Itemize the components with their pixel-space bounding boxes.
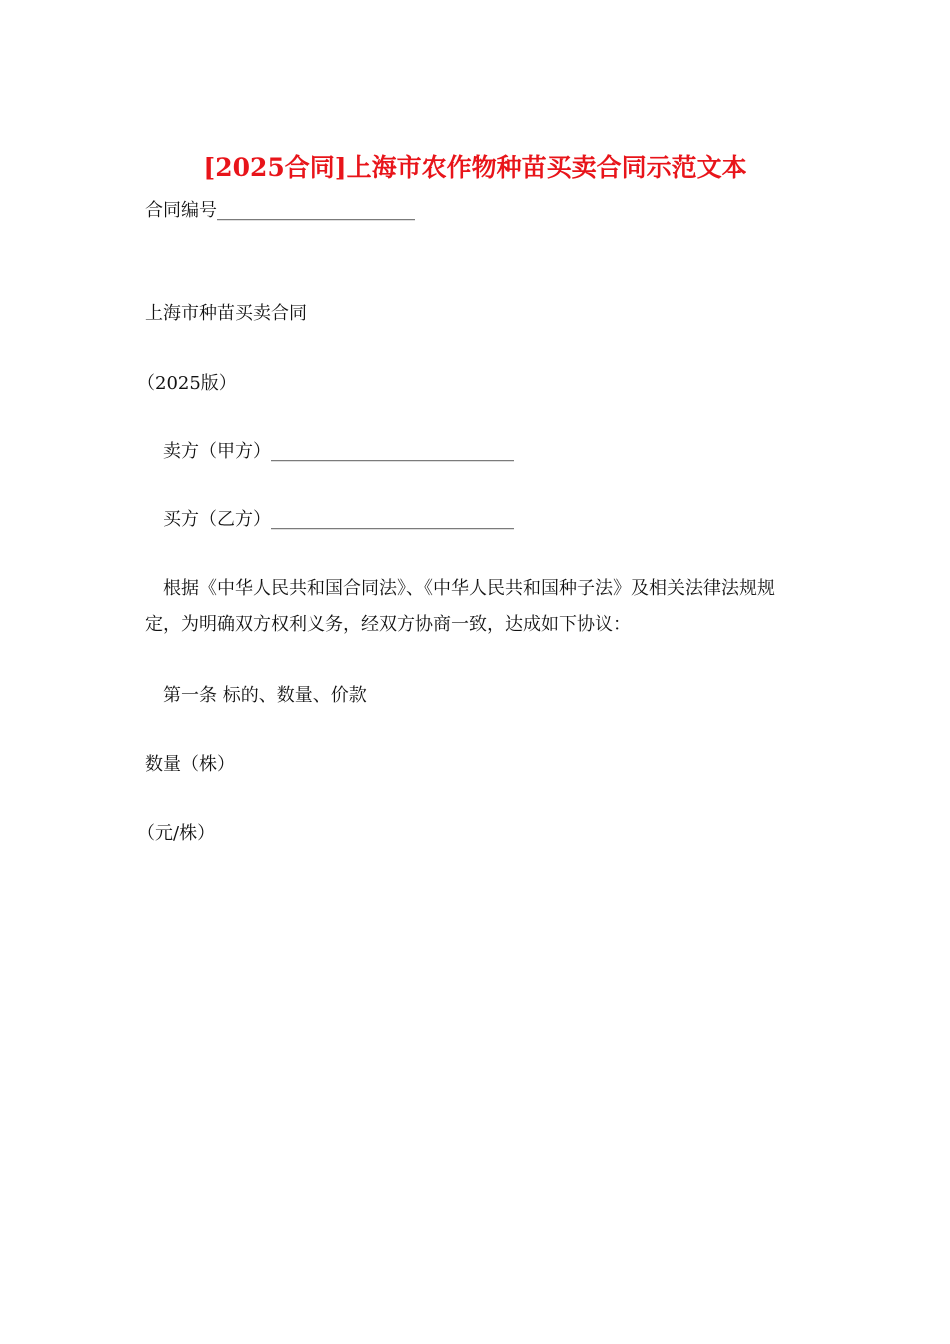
contract-edition: （2025版） (137, 373, 237, 394)
quantity-label: 数量（株） (145, 754, 235, 775)
document-title: [2025合同]上海市农作物种苗买卖合同示范文本 (203, 153, 747, 182)
buyer-label: 买方（乙方） (163, 509, 271, 530)
seller-line (163, 439, 514, 465)
preamble-paragraph: 根据《中华人民共和国合同法》、《中华人民共和国种子法》及相关法律法规规定，为明确双方权利义务，经双方协商一致，达成如下协议： (145, 578, 775, 635)
buyer-blank: ___________________________ (271, 509, 514, 530)
buyer-line (163, 507, 514, 533)
seller-blank: ___________________________ (271, 441, 514, 462)
contract-number-line (145, 198, 415, 224)
contract-subtitle: 上海市种苗买卖合同 (145, 303, 307, 324)
article-1-heading: 第一条 标的、数量、价款 (163, 685, 367, 706)
contract-number-blank: ______________________ (217, 200, 415, 221)
seller-label: 卖方（甲方） (163, 441, 271, 462)
contract-number-label: 合同编号 (145, 200, 217, 221)
unit-price-label: （元/株） (137, 823, 216, 844)
